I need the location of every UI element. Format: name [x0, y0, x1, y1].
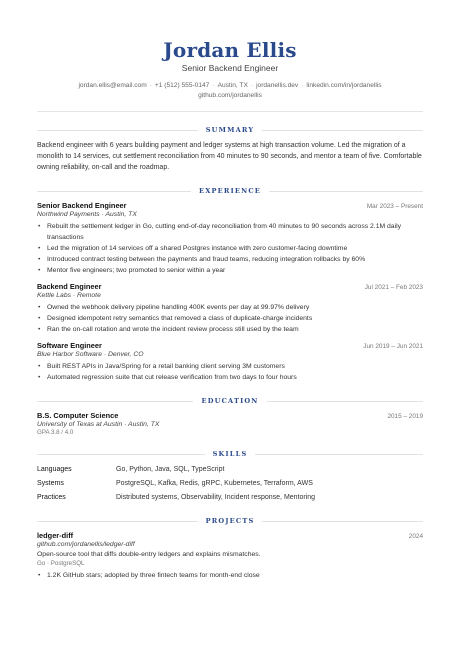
contact-line	[37, 81, 423, 101]
skill-label: Languages	[37, 466, 72, 473]
bullet-item: • Introduced contract testing between the payments and fraud teams, reducing integration rollbacks by 60%	[37, 254, 423, 265]
contact-separator: ·	[212, 82, 215, 89]
job-title: Backend Engineer	[37, 282, 102, 291]
school-name: University of Texas at Austin · Austin, TX	[37, 421, 160, 428]
contact-separator: ·	[149, 82, 152, 89]
bullet-item: • 1.2K GitHub stars; adopted by three fintech teams for month-end close	[37, 570, 423, 581]
degree-dates: 2015 – 2019	[387, 413, 423, 420]
job-company: Kettle Labs · Remote	[37, 292, 101, 299]
header-divider	[37, 111, 423, 112]
contact-phone[interactable]: +1 (512) 555-0147	[154, 82, 210, 89]
project-tech: Go · PostgreSQL	[37, 560, 85, 567]
skill-label: Practices	[37, 494, 66, 501]
bullet-item: • Rebuilt the settlement ledger in Go, cutting end-of-day reconciliation from 40 minutes to 90 seconds across 2.1M daily transactions	[37, 221, 423, 243]
job-title: Software Engineer	[37, 341, 102, 350]
contact-separator: ·	[250, 82, 254, 89]
job-dates: Mar 2023 – Present	[366, 203, 423, 210]
bullet-item: • Owned the webhook delivery pipeline handling 400K events per day at 99.97% delivery	[37, 302, 423, 313]
gpa-note: GPA 3.8 / 4.0	[37, 429, 74, 436]
skill-value: PostgreSQL, Kafka, Redis, gRPC, Kubernetes, Terraform, AWS	[116, 480, 313, 487]
candidate-name: Jordan Ellis	[163, 38, 297, 62]
experience-entry	[37, 341, 423, 383]
contact-separator: ·	[301, 82, 304, 89]
degree-title: B.S. Computer Science	[37, 411, 119, 420]
contact-website[interactable]: jordanellis.dev	[256, 82, 299, 89]
bullet-item: • Mentor five engineers; two promoted to senior within a year	[37, 265, 423, 276]
education-entry	[37, 411, 423, 436]
job-dates: Jul 2021 – Feb 2023	[364, 284, 423, 291]
project-link[interactable]: github.com/jordanellis/ledger-diff	[37, 541, 135, 548]
bullet-item: • Led the migration of 14 services off a shared Postgres instance with zero customer-facing downtime	[37, 243, 423, 254]
experience-entry	[37, 201, 423, 276]
section-title-education: EDUCATION	[37, 397, 423, 405]
bullet-item: • Automated regression suite that cut release verification from two days to four hours	[37, 372, 423, 383]
contact-location: Austin, TX	[217, 82, 248, 89]
section-title-projects: PROJECTS	[37, 517, 423, 525]
project-title: ledger-diff	[37, 531, 74, 540]
job-title: Senior Backend Engineer	[37, 201, 127, 210]
section-title-experience: EXPERIENCE	[37, 187, 423, 195]
project-entry	[37, 531, 423, 581]
experience-entry	[37, 282, 423, 335]
bullet-item: • Built REST APIs in Java/Spring for a retail banking client serving 3M customers	[37, 361, 423, 372]
project-description: Open-source tool that diffs double-entry ledgers and explains mismatches.	[37, 551, 261, 558]
skill-value: Go, Python, Java, SQL, TypeScript	[116, 466, 225, 473]
job-company: Northwind Payments · Austin, TX	[37, 211, 137, 218]
project-bullets	[37, 570, 423, 581]
skill-label: Systems	[37, 480, 64, 487]
contact-github[interactable]: github.com/jordanellis	[198, 92, 262, 99]
skills-table	[37, 464, 423, 503]
contact-linkedin[interactable]: linkedin.com/in/jordanellis	[306, 82, 382, 89]
job-dates: Jun 2019 – Jun 2021	[363, 343, 423, 350]
bullet-item: • Ran the on-call rotation and wrote the incident review process still used by the team	[37, 324, 423, 335]
job-bullets	[37, 302, 423, 335]
skill-value: Distributed systems, Observability, Incident response, Mentoring	[116, 494, 316, 501]
candidate-role: Senior Backend Engineer	[181, 63, 279, 73]
section-title-summary: SUMMARY	[37, 126, 423, 134]
job-bullets	[37, 361, 423, 383]
job-bullets	[37, 221, 423, 276]
summary-text: Backend engineer with 6 years building payment and ledger systems at high transaction volume. Led the migration of a monolith to 14 services, cut settlement reconciliation from 40 minutes to 90 seconds, and mentor a team of five. Comfortable owning reliability, on-call and the roadmap.	[37, 142, 422, 171]
job-company: Blue Harbor Software · Denver, CO	[37, 351, 144, 358]
project-date: 2024	[408, 533, 423, 540]
section-title-skills: SKILLS	[37, 450, 423, 458]
bullet-item: • Designed idempotent retry semantics that removed a class of duplicate-charge incidents	[37, 313, 423, 324]
contact-email[interactable]: jordan.ellis@email.com	[78, 82, 147, 89]
